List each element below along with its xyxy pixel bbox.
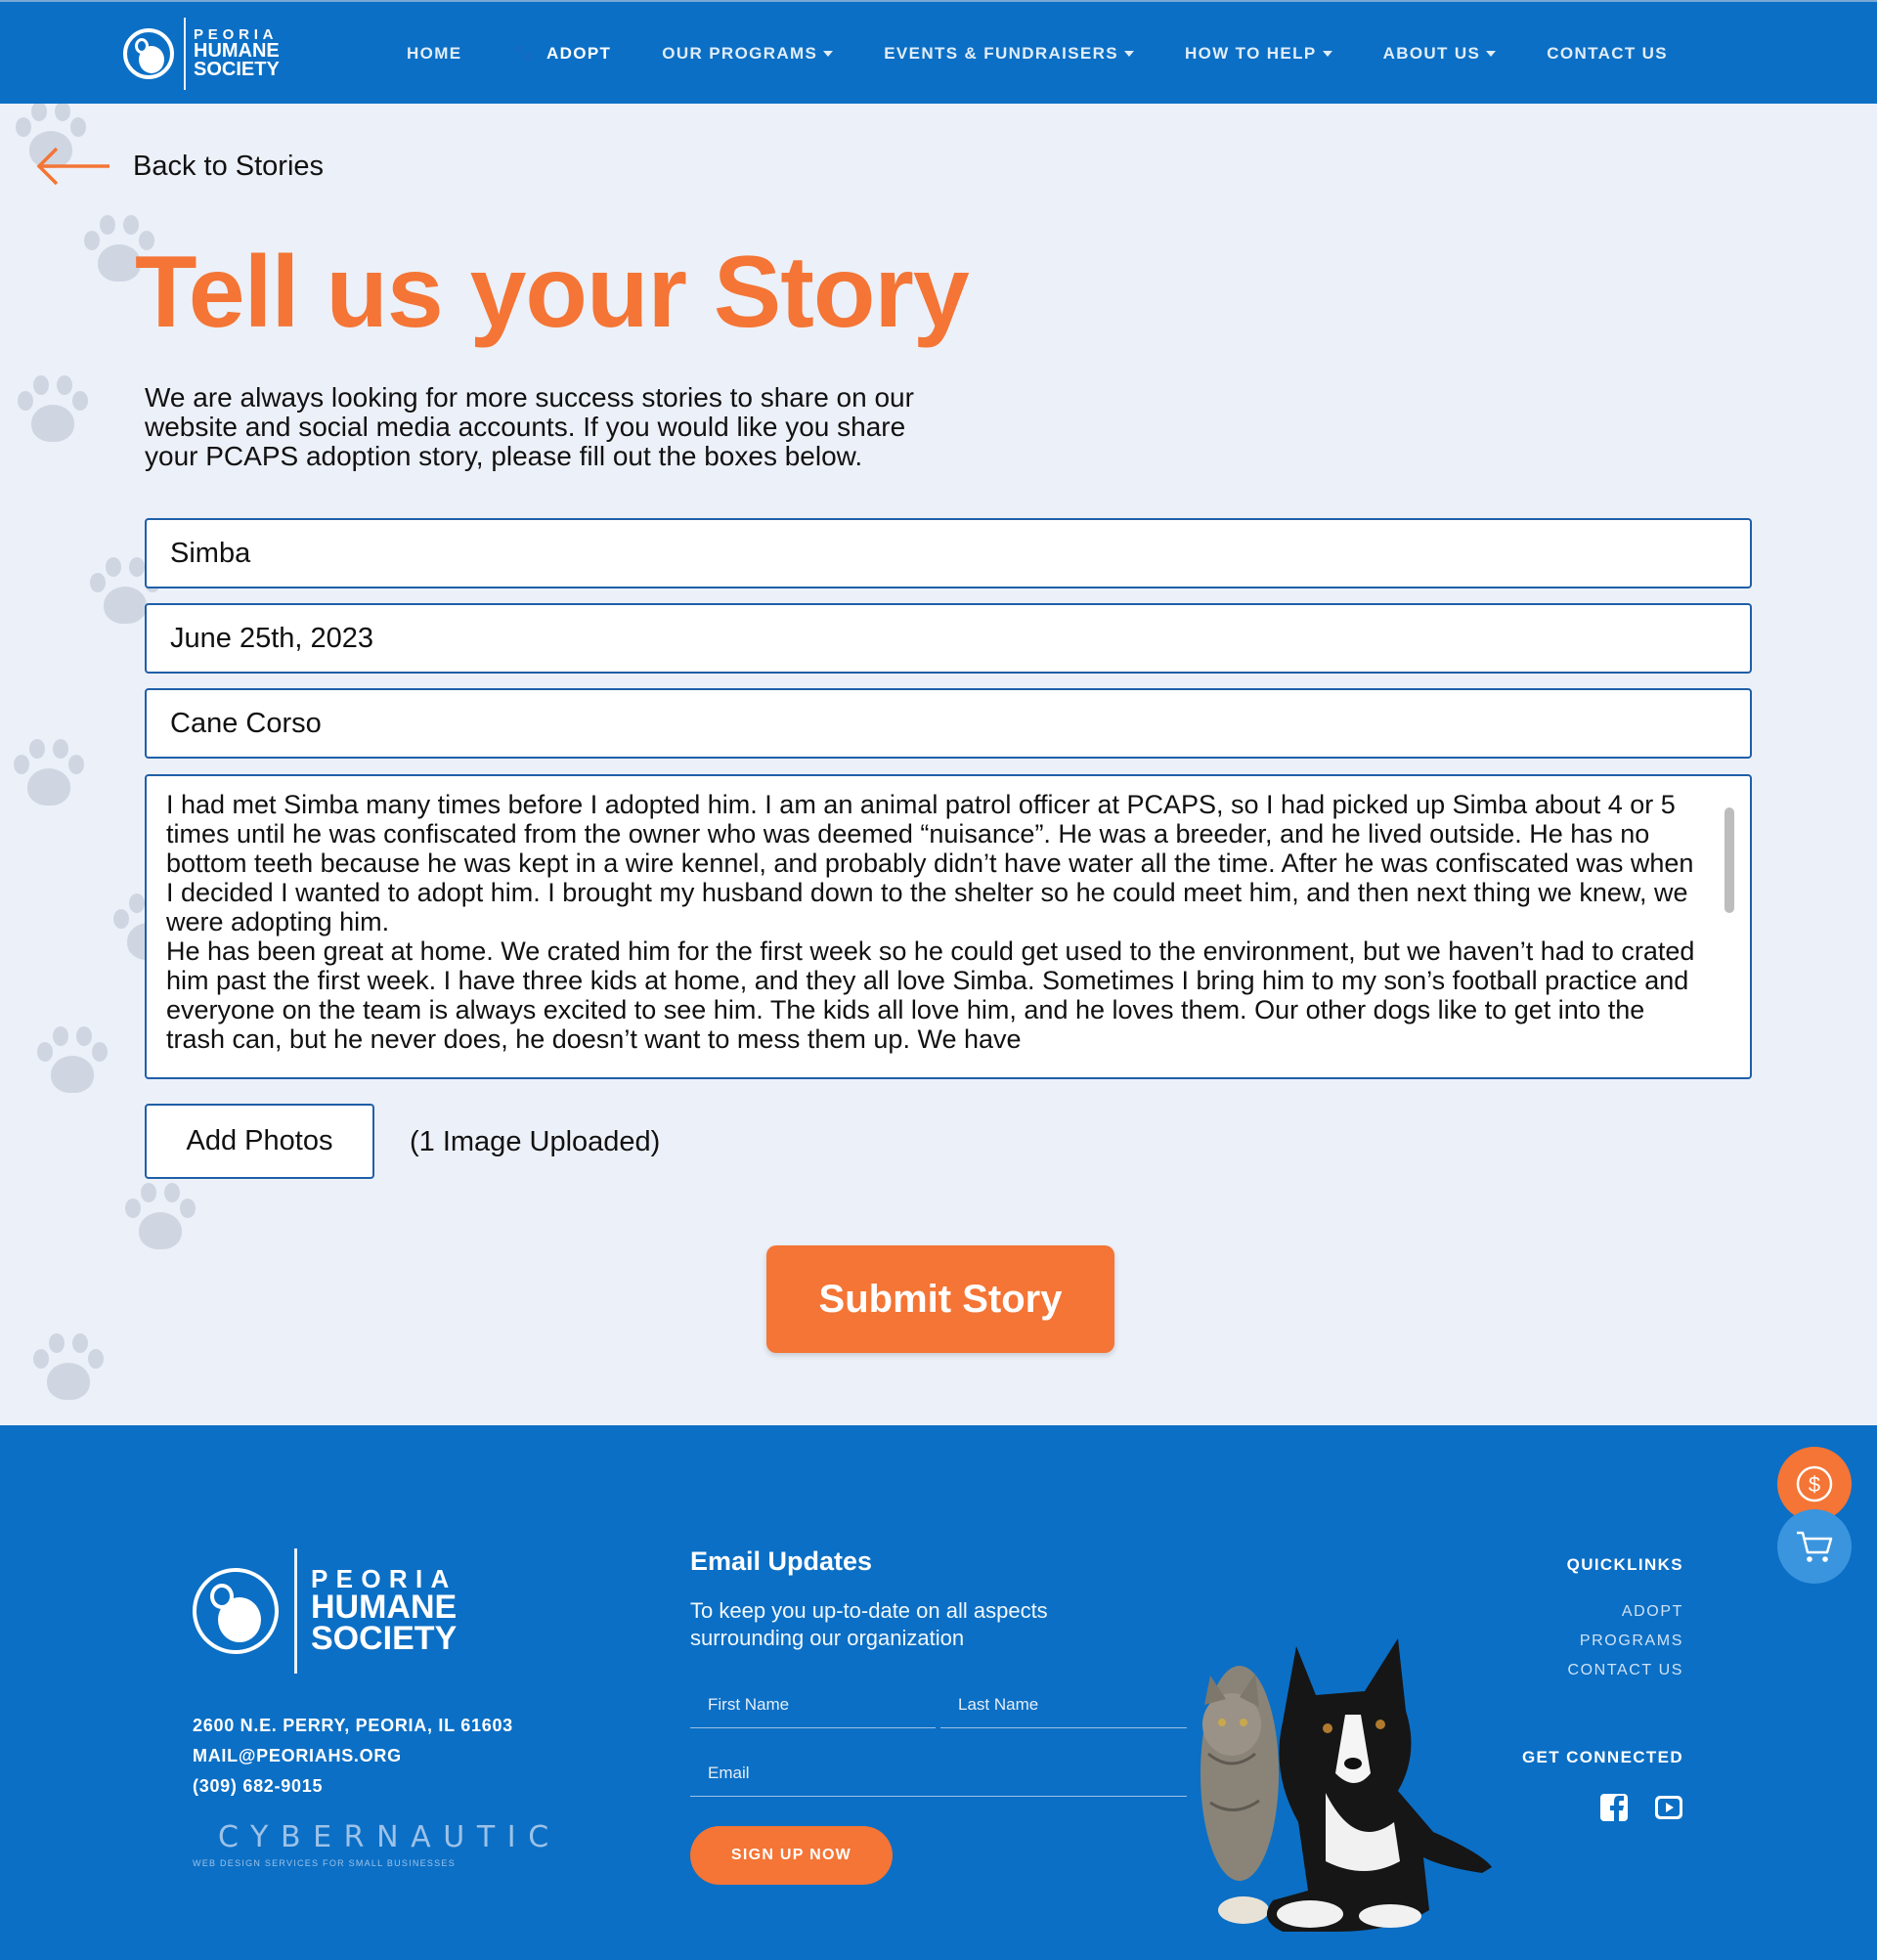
footer-logo[interactable] [193,1548,458,1674]
back-link-label: Back to Stories [133,150,325,182]
footer-address: 2600 N.E. PERRY, PEORIA, IL 61603 [193,1716,513,1735]
upload-status-text: (1 Image Uploaded) [410,1126,661,1157]
paw-print-decoration [14,371,92,450]
credit-brand: CYBERNAUTIC [218,1820,561,1854]
adoption-date-field[interactable] [145,603,1752,674]
chevron-down-icon [823,51,833,57]
page-intro: We are always looking for more success stories to share on our website and social media accounts. If you would like you share your PCAPS adoption story, please fill out the boxes below. [145,382,914,471]
add-photos-button[interactable]: Add Photos [145,1104,374,1179]
nav-item-how-to-help[interactable] [1185,44,1332,64]
footer-email-link[interactable]: MAIL@PEORIAHS.ORG [193,1746,402,1765]
last-name-input[interactable] [940,1681,1187,1728]
nav-label: HOME [407,44,462,63]
sign-up-button[interactable]: SIGN UP NOW [690,1826,893,1885]
pet-name-field[interactable] [145,518,1752,588]
submit-story-button[interactable]: Submit Story [766,1245,1114,1353]
paw-icon: 🐾 [512,44,535,63]
chevron-down-icon [1323,51,1332,57]
logo-line-3: SOCIETY [194,59,280,81]
pet-logo-icon [193,1568,279,1654]
nav-item-contact-us[interactable] [1547,44,1668,64]
newsletter-description: To keep you up-to-date on all aspects surrounding our organization [690,1598,1048,1650]
donate-dollar-icon [1794,1463,1835,1504]
footer-contact [193,1711,513,1802]
logo-wordmark [311,1564,458,1658]
nav-label: EVENTS & FUNDRAISERS [884,44,1118,63]
nav-label: CONTACT US [1547,44,1669,63]
logo-wordmark [194,25,280,81]
logo-line-3: SOCIETY [311,1620,458,1658]
paw-print-decoration [29,1329,108,1408]
arrow-left-icon [35,147,113,186]
header-logo[interactable] [123,18,280,90]
logo-divider [184,18,186,90]
paw-print-decoration [10,735,88,813]
story-scrollbar[interactable] [1724,807,1734,913]
site-footer [0,1425,1877,1960]
nav-label: OUR PROGRAMS [662,44,818,63]
nav-item-home[interactable] [407,44,461,64]
nav-item-our-programs[interactable] [662,44,833,64]
facebook-icon[interactable] [1599,1793,1629,1822]
cart-icon [1795,1529,1834,1564]
nav-label: ADOPT [546,44,612,63]
quicklink-contact-us[interactable]: CONTACT US [1567,1662,1683,1678]
chevron-down-icon [1124,51,1134,57]
credit-tagline: WEB DESIGN SERVICES FOR SMALL BUSINESSES [193,1858,456,1868]
nav-label: HOW TO HELP [1184,44,1317,63]
cart-button[interactable] [1777,1509,1852,1584]
first-name-input[interactable] [690,1681,936,1728]
breed-value: Cane Corso [170,707,322,739]
page-title: Tell us your Story [135,236,969,349]
back-to-stories-link[interactable] [35,147,324,186]
youtube-icon[interactable] [1654,1793,1683,1822]
pet-logo-icon [123,28,174,79]
paw-print-decoration [33,1023,111,1101]
nav-item-events-fundraisers[interactable] [884,44,1134,64]
cybernautic-credit[interactable] [193,1820,561,1868]
email-input[interactable] [690,1750,1187,1797]
site-header [0,0,1877,104]
paw-print-decoration [121,1179,199,1257]
nav-item-adopt[interactable] [512,44,611,64]
story-textarea[interactable] [145,774,1752,1079]
quicklinks-title: QUICKLINKS [1566,1555,1683,1574]
adoption-date-value: June 25th, 2023 [170,622,374,654]
story-text: I had met Simba many times before I adopted him. I am an animal patrol officer at PCAPS, so I had picked up Simba about 4 or 5 times until he was confiscated from the owner who was deemed “nuisance”. He was a breeder, and he lived outside. He has no bottom teeth because he was kept in a wire kennel, and probably didn’t have water all the time. After he was confiscated was when I decided I wanted to adopt him. I brought my husband down to the shelter so he could meet him, and then next thing we knew, we were adopting him. He has been great at home. We crated him for the first week so he could get used to the environment, but we haven’t had to crated him past the first week. I have three kids at home, and they all love Simba. Sometimes I bring him to my son’s football practice and everyone on the team is always excited to see him. The kids all love him, and he loves them. Our other dogs like to get into the trash can, but he never does, he doesn’t want to mess them up. We have [166,790,1695,1054]
nav-label: ABOUT US [1382,44,1481,63]
logo-line-1: PEORIA [194,25,279,43]
chevron-down-icon [1486,51,1496,57]
nav-item-about-us[interactable] [1383,44,1497,64]
newsletter-title: Email Updates [690,1546,873,1576]
breed-field[interactable] [145,688,1752,759]
cat-and-dog-photo [1189,1627,1496,1939]
quicklink-programs[interactable]: PROGRAMS [1579,1633,1683,1649]
get-connected-title: GET CONNECTED [1521,1748,1683,1766]
main-nav [407,2,1668,106]
pet-name-value: Simba [170,537,251,569]
logo-divider [294,1548,297,1674]
footer-phone-link[interactable]: (309) 682-9015 [193,1776,324,1796]
svg-text:$: $ [1808,1472,1821,1497]
logo-line-2: HUMANE [194,40,280,63]
logo-line-1: PEORIA [311,1564,458,1594]
quicklink-adopt[interactable]: ADOPT [1621,1603,1683,1620]
logo-line-2: HUMANE [311,1589,458,1627]
